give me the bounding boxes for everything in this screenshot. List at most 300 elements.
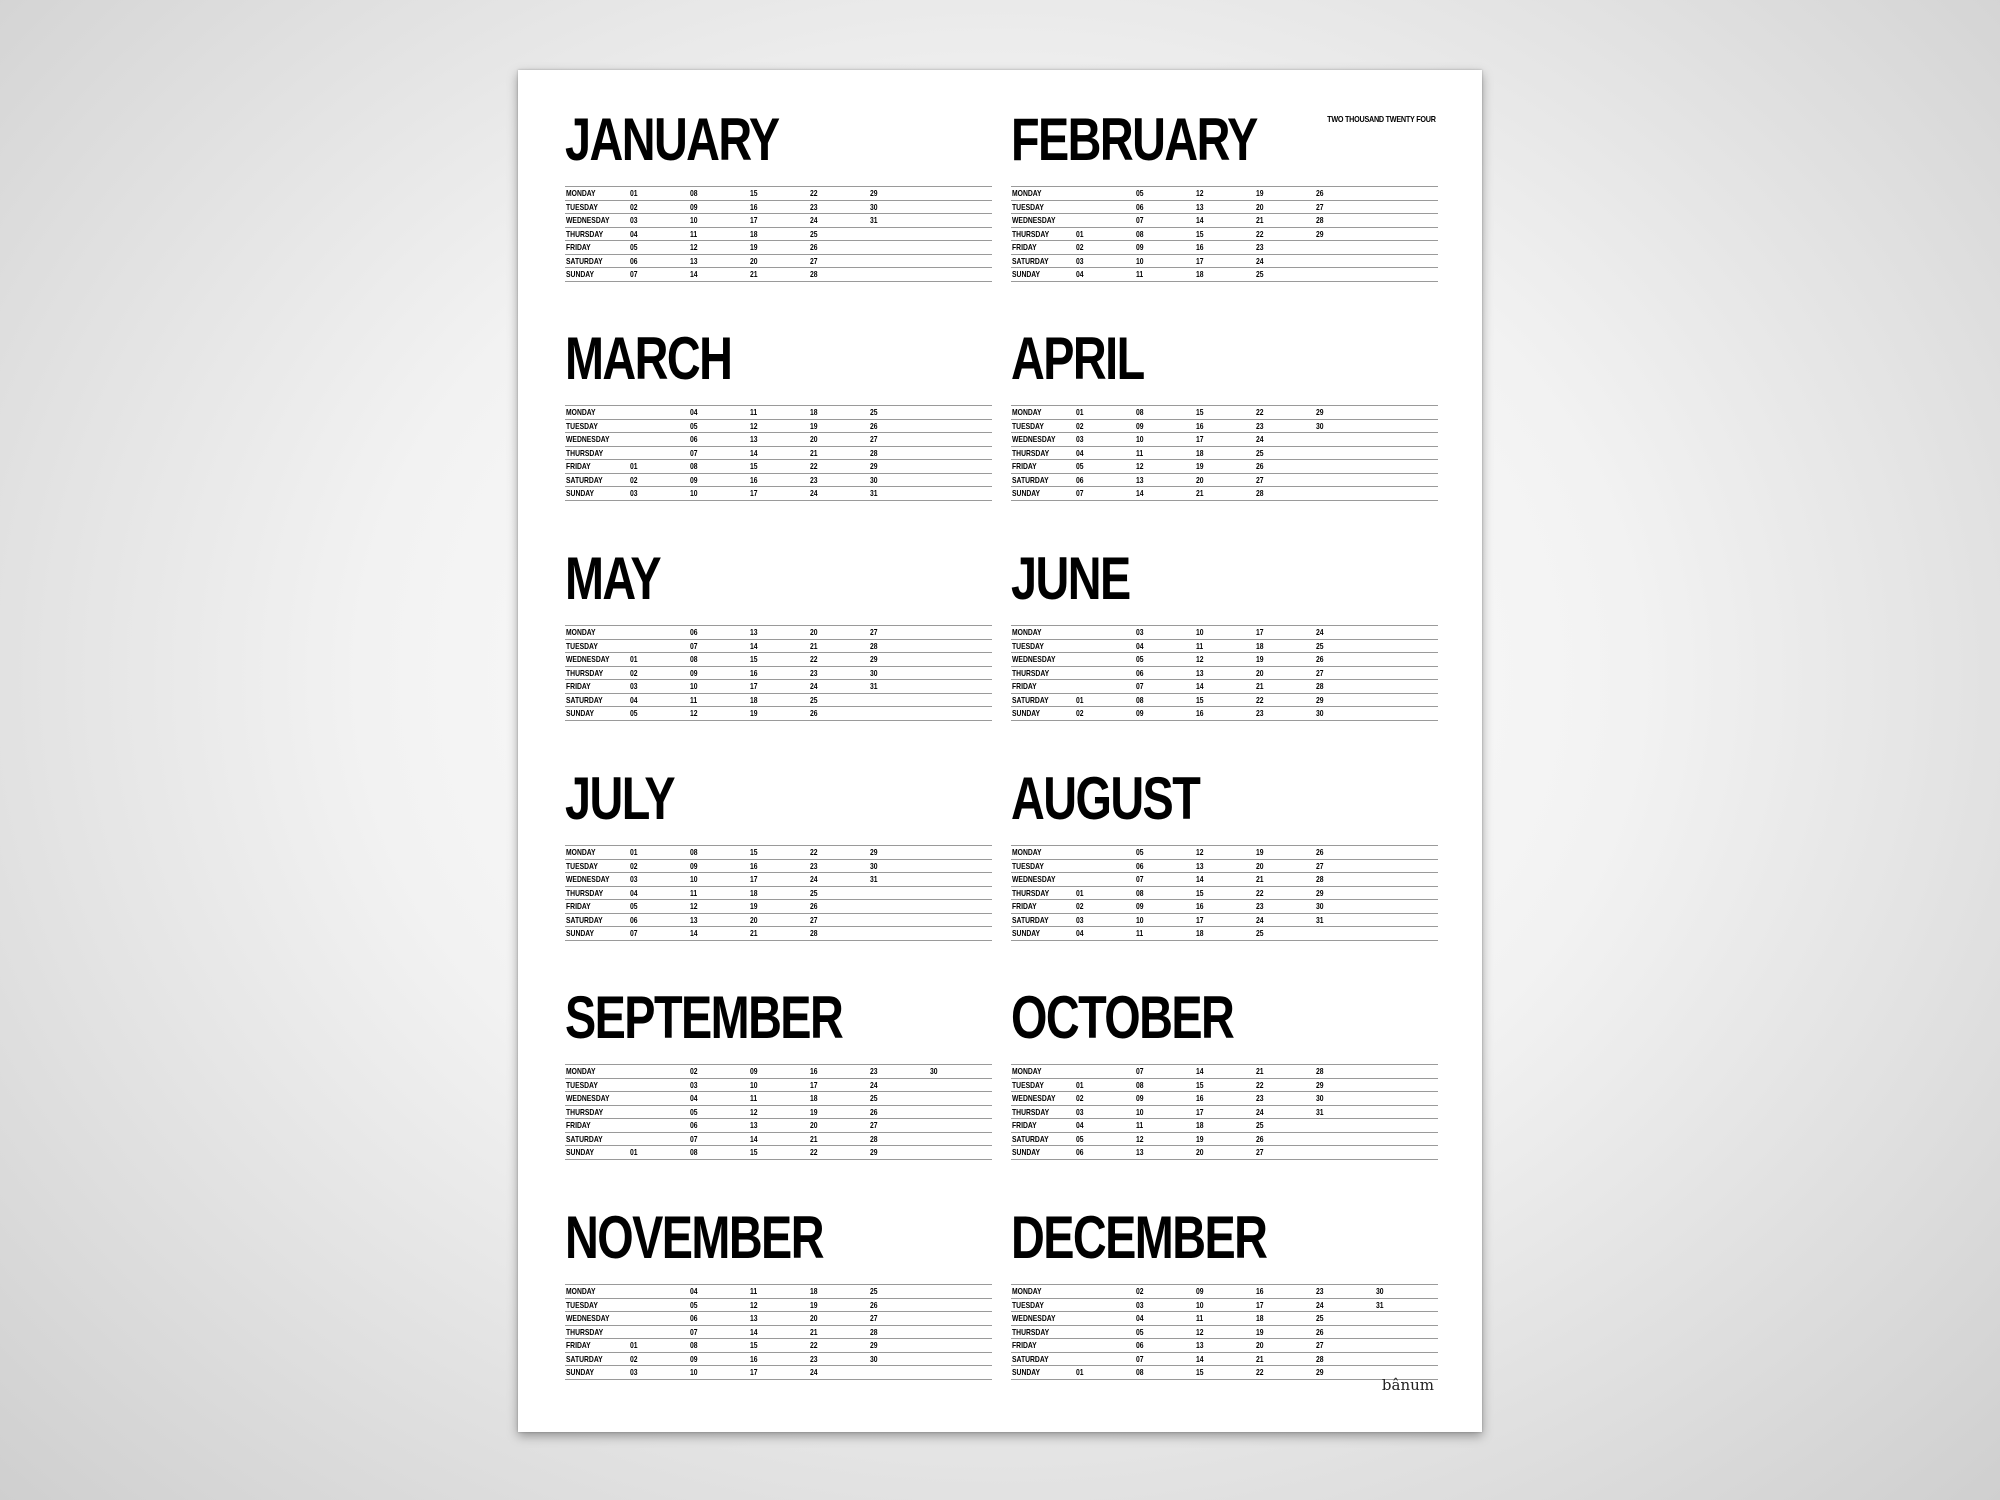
- date-cell: 28: [1256, 488, 1264, 498]
- day-label: WEDNESDAY: [566, 654, 610, 664]
- day-row-saturday: [1011, 1133, 1438, 1147]
- date-cell: 28: [1316, 1066, 1324, 1076]
- month-name: MARCH: [565, 325, 732, 392]
- day-row-saturday: [565, 914, 992, 928]
- day-row-sunday: [1011, 268, 1438, 282]
- date-cell: 18: [810, 407, 818, 417]
- date-cell: 11: [690, 887, 698, 898]
- date-cell: 20: [750, 914, 758, 925]
- date-cell: 05: [630, 708, 638, 718]
- date-cell: 23: [1316, 1286, 1324, 1296]
- date-cell: 07: [1136, 874, 1144, 884]
- day-grid: [565, 1284, 992, 1380]
- date-cell: 10: [690, 874, 698, 884]
- month-name: FEBRUARY: [1011, 106, 1257, 173]
- date-cell: 25: [1316, 1313, 1324, 1323]
- date-cell: 29: [1316, 1079, 1324, 1090]
- date-cell: 09: [1136, 901, 1144, 911]
- day-row-friday: [565, 900, 992, 914]
- date-cell: 16: [750, 474, 758, 485]
- date-cell: 13: [750, 434, 758, 444]
- day-row-monday: [1011, 1065, 1438, 1079]
- day-label: TUESDAY: [1012, 860, 1044, 871]
- date-cell: 18: [1256, 1313, 1264, 1323]
- date-cell: 20: [750, 255, 758, 266]
- day-label: THURSDAY: [1012, 887, 1050, 898]
- day-row-wednesday: [1011, 873, 1438, 887]
- day-row-wednesday: [565, 433, 992, 447]
- date-cell: 06: [690, 1120, 698, 1130]
- date-cell: 09: [690, 860, 698, 871]
- day-row-thursday: [1011, 447, 1438, 461]
- date-cell: 13: [1196, 1340, 1204, 1350]
- date-cell: 24: [1316, 1299, 1324, 1310]
- day-label: THURSDAY: [566, 1106, 604, 1117]
- day-label: TUESDAY: [566, 1079, 598, 1090]
- date-cell: 18: [810, 1093, 818, 1103]
- date-cell: 11: [750, 1093, 758, 1103]
- date-cell: 29: [1316, 887, 1324, 898]
- date-cell: 09: [690, 667, 698, 678]
- day-row-tuesday: [1011, 420, 1438, 434]
- day-row-monday: [1011, 187, 1438, 201]
- date-cell: 27: [1316, 667, 1324, 678]
- date-cell: 17: [1196, 434, 1204, 444]
- day-label: MONDAY: [566, 847, 596, 857]
- day-row-tuesday: [1011, 1079, 1438, 1093]
- day-label: WEDNESDAY: [566, 1313, 610, 1323]
- date-cell: 10: [1196, 1299, 1204, 1310]
- date-cell: 10: [1136, 434, 1144, 444]
- date-cell: 18: [750, 694, 758, 705]
- day-label: SATURDAY: [1012, 914, 1049, 925]
- date-cell: 26: [870, 1106, 878, 1117]
- date-cell: 23: [810, 667, 818, 678]
- date-cell: 13: [1196, 201, 1204, 212]
- date-cell: 24: [870, 1079, 878, 1090]
- date-cell: 05: [1076, 1133, 1084, 1144]
- day-row-friday: [1011, 1339, 1438, 1353]
- date-cell: 25: [1256, 269, 1264, 279]
- day-row-sunday: [1011, 707, 1438, 721]
- date-cell: 21: [1256, 215, 1264, 225]
- date-cell: 23: [810, 860, 818, 871]
- date-cell: 01: [1076, 228, 1084, 239]
- day-label: SUNDAY: [1012, 269, 1041, 279]
- date-cell: 10: [1136, 914, 1144, 925]
- day-row-sunday: [1011, 1146, 1438, 1160]
- day-row-friday: [565, 1339, 992, 1353]
- day-row-thursday: [1011, 887, 1438, 901]
- date-cell: 16: [750, 667, 758, 678]
- date-cell: 23: [870, 1066, 878, 1076]
- date-cell: 02: [1136, 1286, 1144, 1296]
- month-name: JUNE: [1011, 545, 1130, 612]
- date-cell: 31: [1316, 914, 1324, 925]
- day-grid: [1011, 1284, 1438, 1380]
- date-cell: 24: [810, 488, 818, 498]
- date-cell: 21: [810, 1326, 818, 1337]
- date-cell: 22: [1256, 228, 1264, 239]
- day-row-wednesday: [1011, 214, 1438, 228]
- day-label: FRIDAY: [566, 1120, 591, 1130]
- date-cell: 16: [810, 1066, 818, 1076]
- date-cell: 20: [1256, 667, 1264, 678]
- day-label: FRIDAY: [566, 681, 591, 691]
- date-cell: 08: [690, 847, 698, 857]
- date-cell: 08: [690, 1147, 698, 1157]
- day-row-saturday: [565, 1133, 992, 1147]
- day-grid: [1011, 1064, 1438, 1160]
- date-cell: 19: [1256, 654, 1264, 664]
- day-label: SATURDAY: [566, 255, 603, 266]
- date-cell: 03: [1136, 1299, 1144, 1310]
- date-cell: 29: [870, 847, 878, 857]
- day-row-monday: [565, 626, 992, 640]
- day-row-monday: [1011, 406, 1438, 420]
- day-label: MONDAY: [566, 1286, 596, 1296]
- day-label: SUNDAY: [1012, 1367, 1041, 1377]
- day-row-thursday: [565, 887, 992, 901]
- day-label: FRIDAY: [566, 242, 591, 252]
- date-cell: 22: [1256, 1079, 1264, 1090]
- day-label: MONDAY: [1012, 627, 1042, 637]
- date-cell: 14: [690, 269, 698, 279]
- date-cell: 09: [1136, 708, 1144, 718]
- month-name: NOVEMBER: [565, 1204, 823, 1271]
- date-cell: 04: [1076, 269, 1084, 279]
- date-cell: 03: [1076, 255, 1084, 266]
- day-label: SATURDAY: [1012, 694, 1049, 705]
- date-cell: 03: [630, 681, 638, 691]
- date-cell: 24: [1256, 434, 1264, 444]
- date-cell: 28: [1316, 215, 1324, 225]
- date-cell: 19: [810, 1299, 818, 1310]
- date-cell: 12: [690, 708, 698, 718]
- date-cell: 09: [690, 474, 698, 485]
- day-row-monday: [565, 1065, 992, 1079]
- date-cell: 08: [690, 1340, 698, 1350]
- day-label: SUNDAY: [566, 708, 595, 718]
- date-cell: 25: [870, 407, 878, 417]
- date-cell: 02: [1076, 420, 1084, 431]
- date-cell: 09: [1136, 420, 1144, 431]
- day-row-sunday: [565, 707, 992, 721]
- date-cell: 06: [1136, 1340, 1144, 1350]
- date-cell: 07: [1136, 1066, 1144, 1076]
- date-cell: 12: [1136, 461, 1144, 471]
- date-cell: 18: [750, 228, 758, 239]
- date-cell: 22: [1256, 887, 1264, 898]
- date-cell: 15: [750, 847, 758, 857]
- month-name: JANUARY: [565, 106, 779, 173]
- date-cell: 03: [630, 215, 638, 225]
- date-cell: 10: [750, 1079, 758, 1090]
- day-label: SUNDAY: [1012, 708, 1041, 718]
- date-cell: 23: [1256, 1093, 1264, 1103]
- date-cell: 29: [870, 1340, 878, 1350]
- month-may: [565, 545, 992, 749]
- date-cell: 04: [1076, 1120, 1084, 1130]
- date-cell: 25: [1316, 640, 1324, 651]
- date-cell: 24: [810, 1367, 818, 1377]
- date-cell: 04: [1136, 640, 1144, 651]
- day-row-thursday: [1011, 1106, 1438, 1120]
- date-cell: 18: [1196, 269, 1204, 279]
- date-cell: 21: [1256, 874, 1264, 884]
- date-cell: 13: [690, 914, 698, 925]
- date-cell: 10: [690, 1367, 698, 1377]
- day-label: SATURDAY: [1012, 1133, 1049, 1144]
- day-row-friday: [565, 680, 992, 694]
- date-cell: 25: [810, 228, 818, 239]
- date-cell: 02: [1076, 242, 1084, 252]
- date-cell: 04: [690, 407, 698, 417]
- date-cell: 14: [750, 447, 758, 458]
- day-label: THURSDAY: [566, 228, 604, 239]
- date-cell: 04: [690, 1093, 698, 1103]
- date-cell: 26: [1316, 1326, 1324, 1337]
- date-cell: 12: [750, 420, 758, 431]
- date-cell: 07: [1136, 681, 1144, 691]
- date-cell: 30: [870, 667, 878, 678]
- day-row-thursday: [565, 667, 992, 681]
- day-row-tuesday: [1011, 640, 1438, 654]
- day-grid: [565, 1064, 992, 1160]
- date-cell: 13: [750, 627, 758, 637]
- date-cell: 30: [1316, 901, 1324, 911]
- day-row-sunday: [565, 487, 992, 501]
- day-label: THURSDAY: [1012, 1326, 1050, 1337]
- date-cell: 05: [1136, 654, 1144, 664]
- date-cell: 26: [1316, 654, 1324, 664]
- date-cell: 15: [750, 654, 758, 664]
- date-cell: 09: [750, 1066, 758, 1076]
- date-cell: 27: [1316, 1340, 1324, 1350]
- date-cell: 22: [810, 654, 818, 664]
- day-row-monday: [565, 1285, 992, 1299]
- date-cell: 24: [810, 874, 818, 884]
- day-label: SUNDAY: [566, 928, 595, 938]
- date-cell: 12: [690, 901, 698, 911]
- day-label: TUESDAY: [566, 201, 598, 212]
- day-row-sunday: [565, 1146, 992, 1160]
- day-label: WEDNESDAY: [1012, 1093, 1056, 1103]
- date-cell: 14: [690, 928, 698, 938]
- day-row-monday: [1011, 846, 1438, 860]
- date-cell: 26: [870, 1299, 878, 1310]
- date-cell: 12: [690, 242, 698, 252]
- day-row-thursday: [565, 1326, 992, 1340]
- day-row-monday: [565, 846, 992, 860]
- date-cell: 22: [810, 461, 818, 471]
- date-cell: 02: [630, 474, 638, 485]
- date-cell: 27: [870, 434, 878, 444]
- date-cell: 02: [1076, 708, 1084, 718]
- month-october: [1011, 984, 1438, 1188]
- date-cell: 11: [750, 1286, 758, 1296]
- day-row-saturday: [565, 1353, 992, 1367]
- date-cell: 05: [1136, 847, 1144, 857]
- date-cell: 04: [690, 1286, 698, 1296]
- date-cell: 30: [870, 860, 878, 871]
- date-cell: 02: [630, 667, 638, 678]
- date-cell: 07: [630, 269, 638, 279]
- date-cell: 20: [1196, 1147, 1204, 1157]
- date-cell: 17: [750, 215, 758, 225]
- date-cell: 23: [810, 474, 818, 485]
- date-cell: 31: [870, 215, 878, 225]
- date-cell: 29: [1316, 1367, 1324, 1377]
- day-row-tuesday: [1011, 201, 1438, 215]
- date-cell: 08: [1136, 1367, 1144, 1377]
- date-cell: 23: [1256, 242, 1264, 252]
- day-row-thursday: [565, 447, 992, 461]
- date-cell: 30: [1316, 420, 1324, 431]
- day-row-friday: [1011, 460, 1438, 474]
- date-cell: 26: [1256, 461, 1264, 471]
- date-cell: 12: [1196, 654, 1204, 664]
- month-september: [565, 984, 992, 1188]
- day-row-wednesday: [1011, 653, 1438, 667]
- day-grid: [565, 186, 992, 282]
- date-cell: 15: [750, 188, 758, 198]
- date-cell: 16: [1196, 708, 1204, 718]
- date-cell: 12: [1196, 1326, 1204, 1337]
- date-cell: 23: [1256, 708, 1264, 718]
- month-march: [565, 325, 992, 529]
- date-cell: 20: [810, 627, 818, 637]
- day-label: THURSDAY: [1012, 228, 1050, 239]
- date-cell: 14: [1196, 215, 1204, 225]
- date-cell: 05: [1136, 1326, 1144, 1337]
- day-row-wednesday: [565, 1312, 992, 1326]
- date-cell: 24: [1256, 1106, 1264, 1117]
- date-cell: 11: [1136, 928, 1144, 938]
- date-cell: 03: [630, 1367, 638, 1377]
- day-label: SUNDAY: [566, 269, 595, 279]
- month-name: MAY: [565, 545, 661, 612]
- date-cell: 31: [870, 488, 878, 498]
- date-cell: 10: [690, 215, 698, 225]
- day-row-sunday: [565, 1366, 992, 1380]
- date-cell: 18: [1196, 1120, 1204, 1130]
- day-row-thursday: [1011, 1326, 1438, 1340]
- date-cell: 14: [1196, 874, 1204, 884]
- date-cell: 06: [1076, 474, 1084, 485]
- date-cell: 11: [1136, 447, 1144, 458]
- date-cell: 01: [1076, 1367, 1084, 1377]
- day-label: MONDAY: [566, 407, 596, 417]
- date-cell: 17: [750, 488, 758, 498]
- day-label: THURSDAY: [1012, 447, 1050, 458]
- date-cell: 11: [1136, 1120, 1144, 1130]
- day-label: SATURDAY: [566, 474, 603, 485]
- date-cell: 03: [630, 874, 638, 884]
- day-grid: [565, 625, 992, 721]
- month-august: [1011, 765, 1438, 969]
- date-cell: 26: [870, 420, 878, 431]
- day-row-monday: [565, 187, 992, 201]
- day-row-saturday: [565, 694, 992, 708]
- date-cell: 28: [810, 269, 818, 279]
- date-cell: 27: [870, 1120, 878, 1130]
- date-cell: 16: [750, 201, 758, 212]
- date-cell: 01: [630, 1147, 638, 1157]
- year-label: TWO THOUSAND TWENTY FOUR: [1327, 114, 1436, 124]
- date-cell: 28: [810, 928, 818, 938]
- day-row-sunday: [565, 268, 992, 282]
- day-label: TUESDAY: [1012, 640, 1044, 651]
- month-name: DECEMBER: [1011, 1204, 1267, 1271]
- day-label: MONDAY: [1012, 847, 1042, 857]
- day-label: FRIDAY: [566, 1340, 591, 1350]
- day-row-saturday: [1011, 694, 1438, 708]
- month-july: [565, 765, 992, 969]
- date-cell: 04: [630, 694, 638, 705]
- date-cell: 13: [1196, 667, 1204, 678]
- date-cell: 19: [810, 1106, 818, 1117]
- day-label: SUNDAY: [566, 488, 595, 498]
- date-cell: 17: [1196, 1106, 1204, 1117]
- day-label: SATURDAY: [566, 694, 603, 705]
- day-label: SATURDAY: [566, 914, 603, 925]
- date-cell: 07: [690, 1326, 698, 1337]
- date-cell: 15: [1196, 407, 1204, 417]
- day-row-wednesday: [1011, 433, 1438, 447]
- day-row-friday: [1011, 1119, 1438, 1133]
- day-label: TUESDAY: [1012, 201, 1044, 212]
- date-cell: 20: [1256, 201, 1264, 212]
- date-cell: 05: [690, 1299, 698, 1310]
- day-row-thursday: [565, 228, 992, 242]
- date-cell: 06: [630, 255, 638, 266]
- date-cell: 20: [810, 1313, 818, 1323]
- date-cell: 13: [1136, 474, 1144, 485]
- date-cell: 03: [1076, 914, 1084, 925]
- date-cell: 22: [810, 1340, 818, 1350]
- date-cell: 15: [750, 461, 758, 471]
- day-row-saturday: [1011, 255, 1438, 269]
- day-row-tuesday: [565, 420, 992, 434]
- date-cell: 14: [1136, 488, 1144, 498]
- date-cell: 18: [1196, 928, 1204, 938]
- day-row-wednesday: [1011, 1312, 1438, 1326]
- date-cell: 15: [1196, 228, 1204, 239]
- day-grid: [1011, 405, 1438, 501]
- day-label: MONDAY: [566, 1066, 596, 1076]
- month-february: [1011, 106, 1438, 310]
- date-cell: 27: [1316, 860, 1324, 871]
- date-cell: 15: [1196, 694, 1204, 705]
- date-cell: 18: [750, 887, 758, 898]
- day-row-tuesday: [1011, 1299, 1438, 1313]
- date-cell: 25: [1256, 447, 1264, 458]
- date-cell: 06: [690, 627, 698, 637]
- date-cell: 28: [1316, 1353, 1324, 1364]
- date-cell: 22: [810, 847, 818, 857]
- date-cell: 06: [1136, 201, 1144, 212]
- date-cell: 16: [1196, 901, 1204, 911]
- date-cell: 31: [1376, 1299, 1384, 1310]
- date-cell: 24: [1256, 255, 1264, 266]
- date-cell: 06: [1136, 667, 1144, 678]
- date-cell: 20: [1256, 1340, 1264, 1350]
- day-label: THURSDAY: [566, 1326, 604, 1337]
- date-cell: 04: [630, 228, 638, 239]
- date-cell: 30: [1376, 1286, 1384, 1296]
- date-cell: 28: [870, 1326, 878, 1337]
